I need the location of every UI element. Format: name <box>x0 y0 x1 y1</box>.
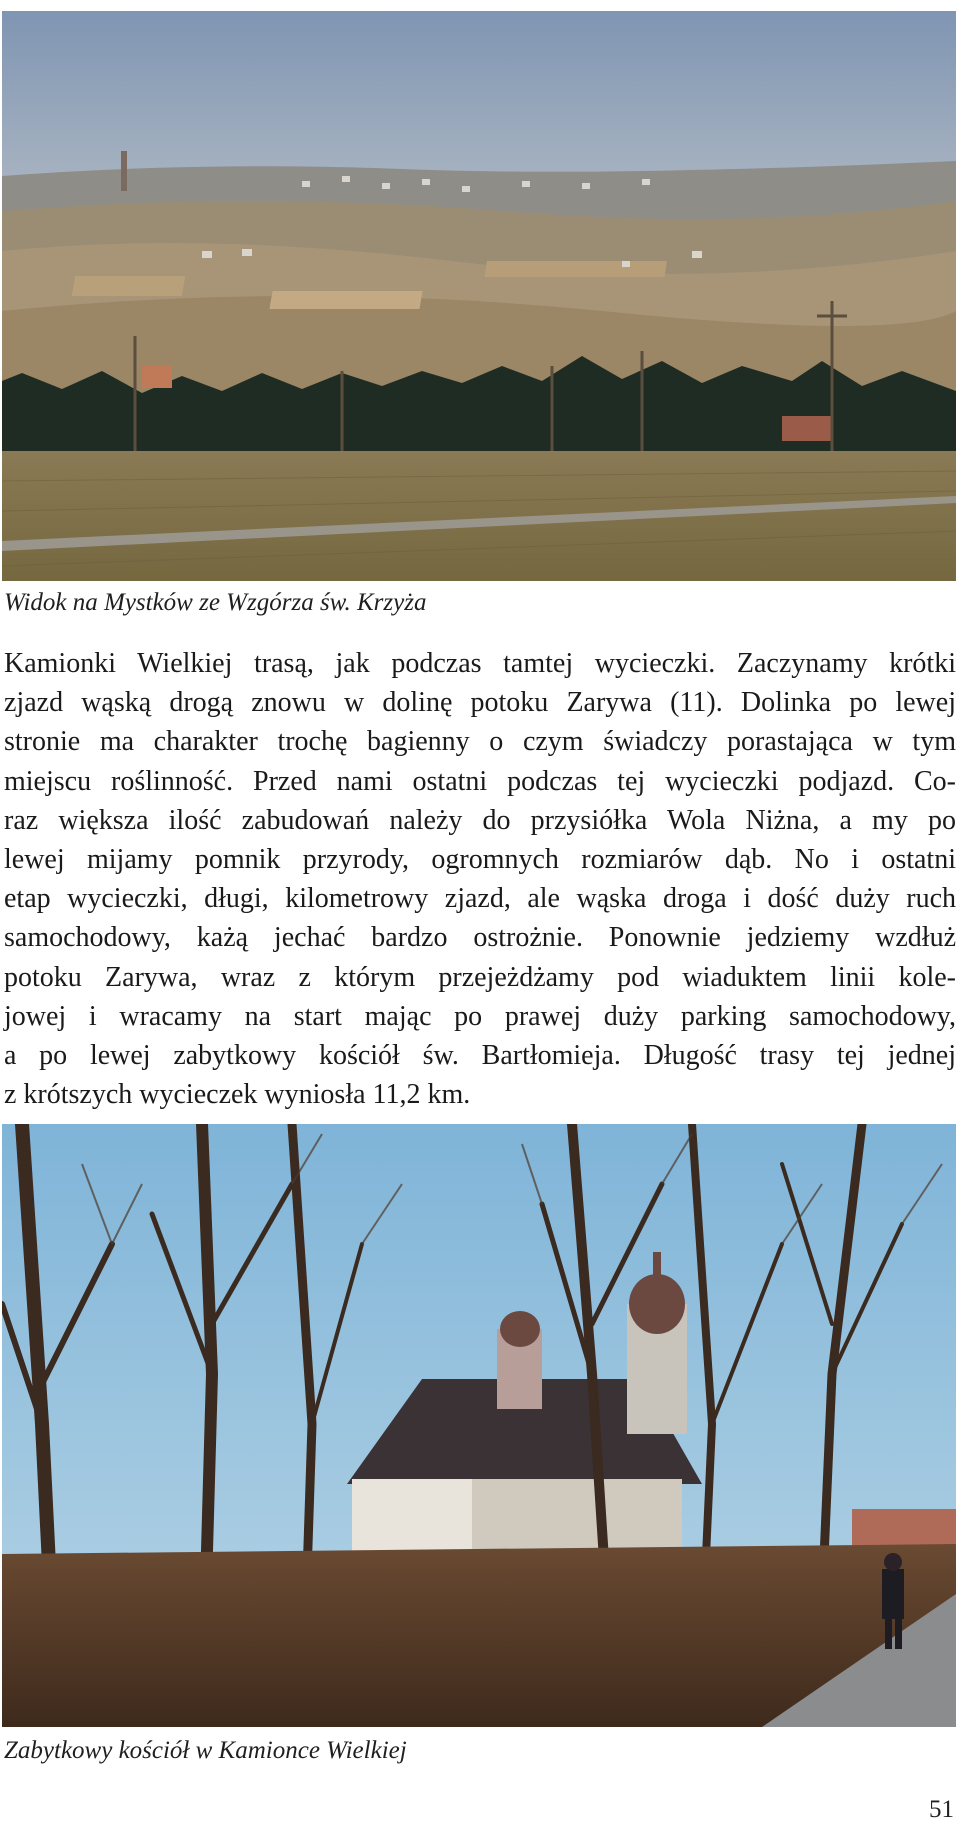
paragraph-line: zjazd wąską drogą znowu w dolinę potoku Zarywa (11). Dolinka po lewej <box>4 687 956 719</box>
paragraph-line: stronie ma charakter trochę bagienny o czym świadczy porastająca w tym <box>4 726 956 758</box>
landscape-illustration <box>2 11 956 581</box>
church-photo <box>2 1124 956 1727</box>
church-illustration <box>2 1124 956 1727</box>
page-number: 51 <box>929 1796 954 1823</box>
paragraph-line: potoku Zarywa, wraz z którym przejeżdżamy pod wiaduktem linii kole- <box>4 961 956 993</box>
paragraph-line: samochodowy, każą jechać bardzo ostrożnie. Ponownie jedziemy wzdłuż <box>4 922 956 954</box>
body-paragraph <box>4 644 956 1114</box>
paragraph-line: a po lewej zabytkowy kościół św. Bartłomieja. Długość trasy tej jednej <box>4 1039 956 1071</box>
paragraph-line: Kamionki Wielkiej trasą, jak podczas tamtej wycieczki. Zaczynamy krótki <box>4 648 956 679</box>
landscape-photo <box>2 11 956 581</box>
paragraph-line: jowej i wracamy na start mając po prawej duży parking samochodowy, <box>4 1000 956 1032</box>
paragraph-line: etap wycieczki, długi, kilometrowy zjazd, ale wąska droga i dość duży ruch <box>4 883 956 915</box>
paragraph-line: z krótszych wycieczek wyniosła 11,2 km. <box>4 1079 471 1111</box>
photo-caption-2: Zabytkowy kościół w Kamionce Wielkiej <box>4 1737 407 1764</box>
paragraph-line: miejscu roślinność. Przed nami ostatni podczas tej wycieczki podjazd. Co- <box>4 765 956 797</box>
photo-caption-1: Widok na Mystków ze Wzgórza św. Krzyża <box>4 589 427 616</box>
paragraph-line: lewej mijamy pomnik przyrody, ogromnych rozmiarów dąb. No i ostatni <box>4 843 956 875</box>
paragraph-line: raz większa ilość zabudowań należy do przysiółka Wola Niżna, a my po <box>4 804 956 836</box>
